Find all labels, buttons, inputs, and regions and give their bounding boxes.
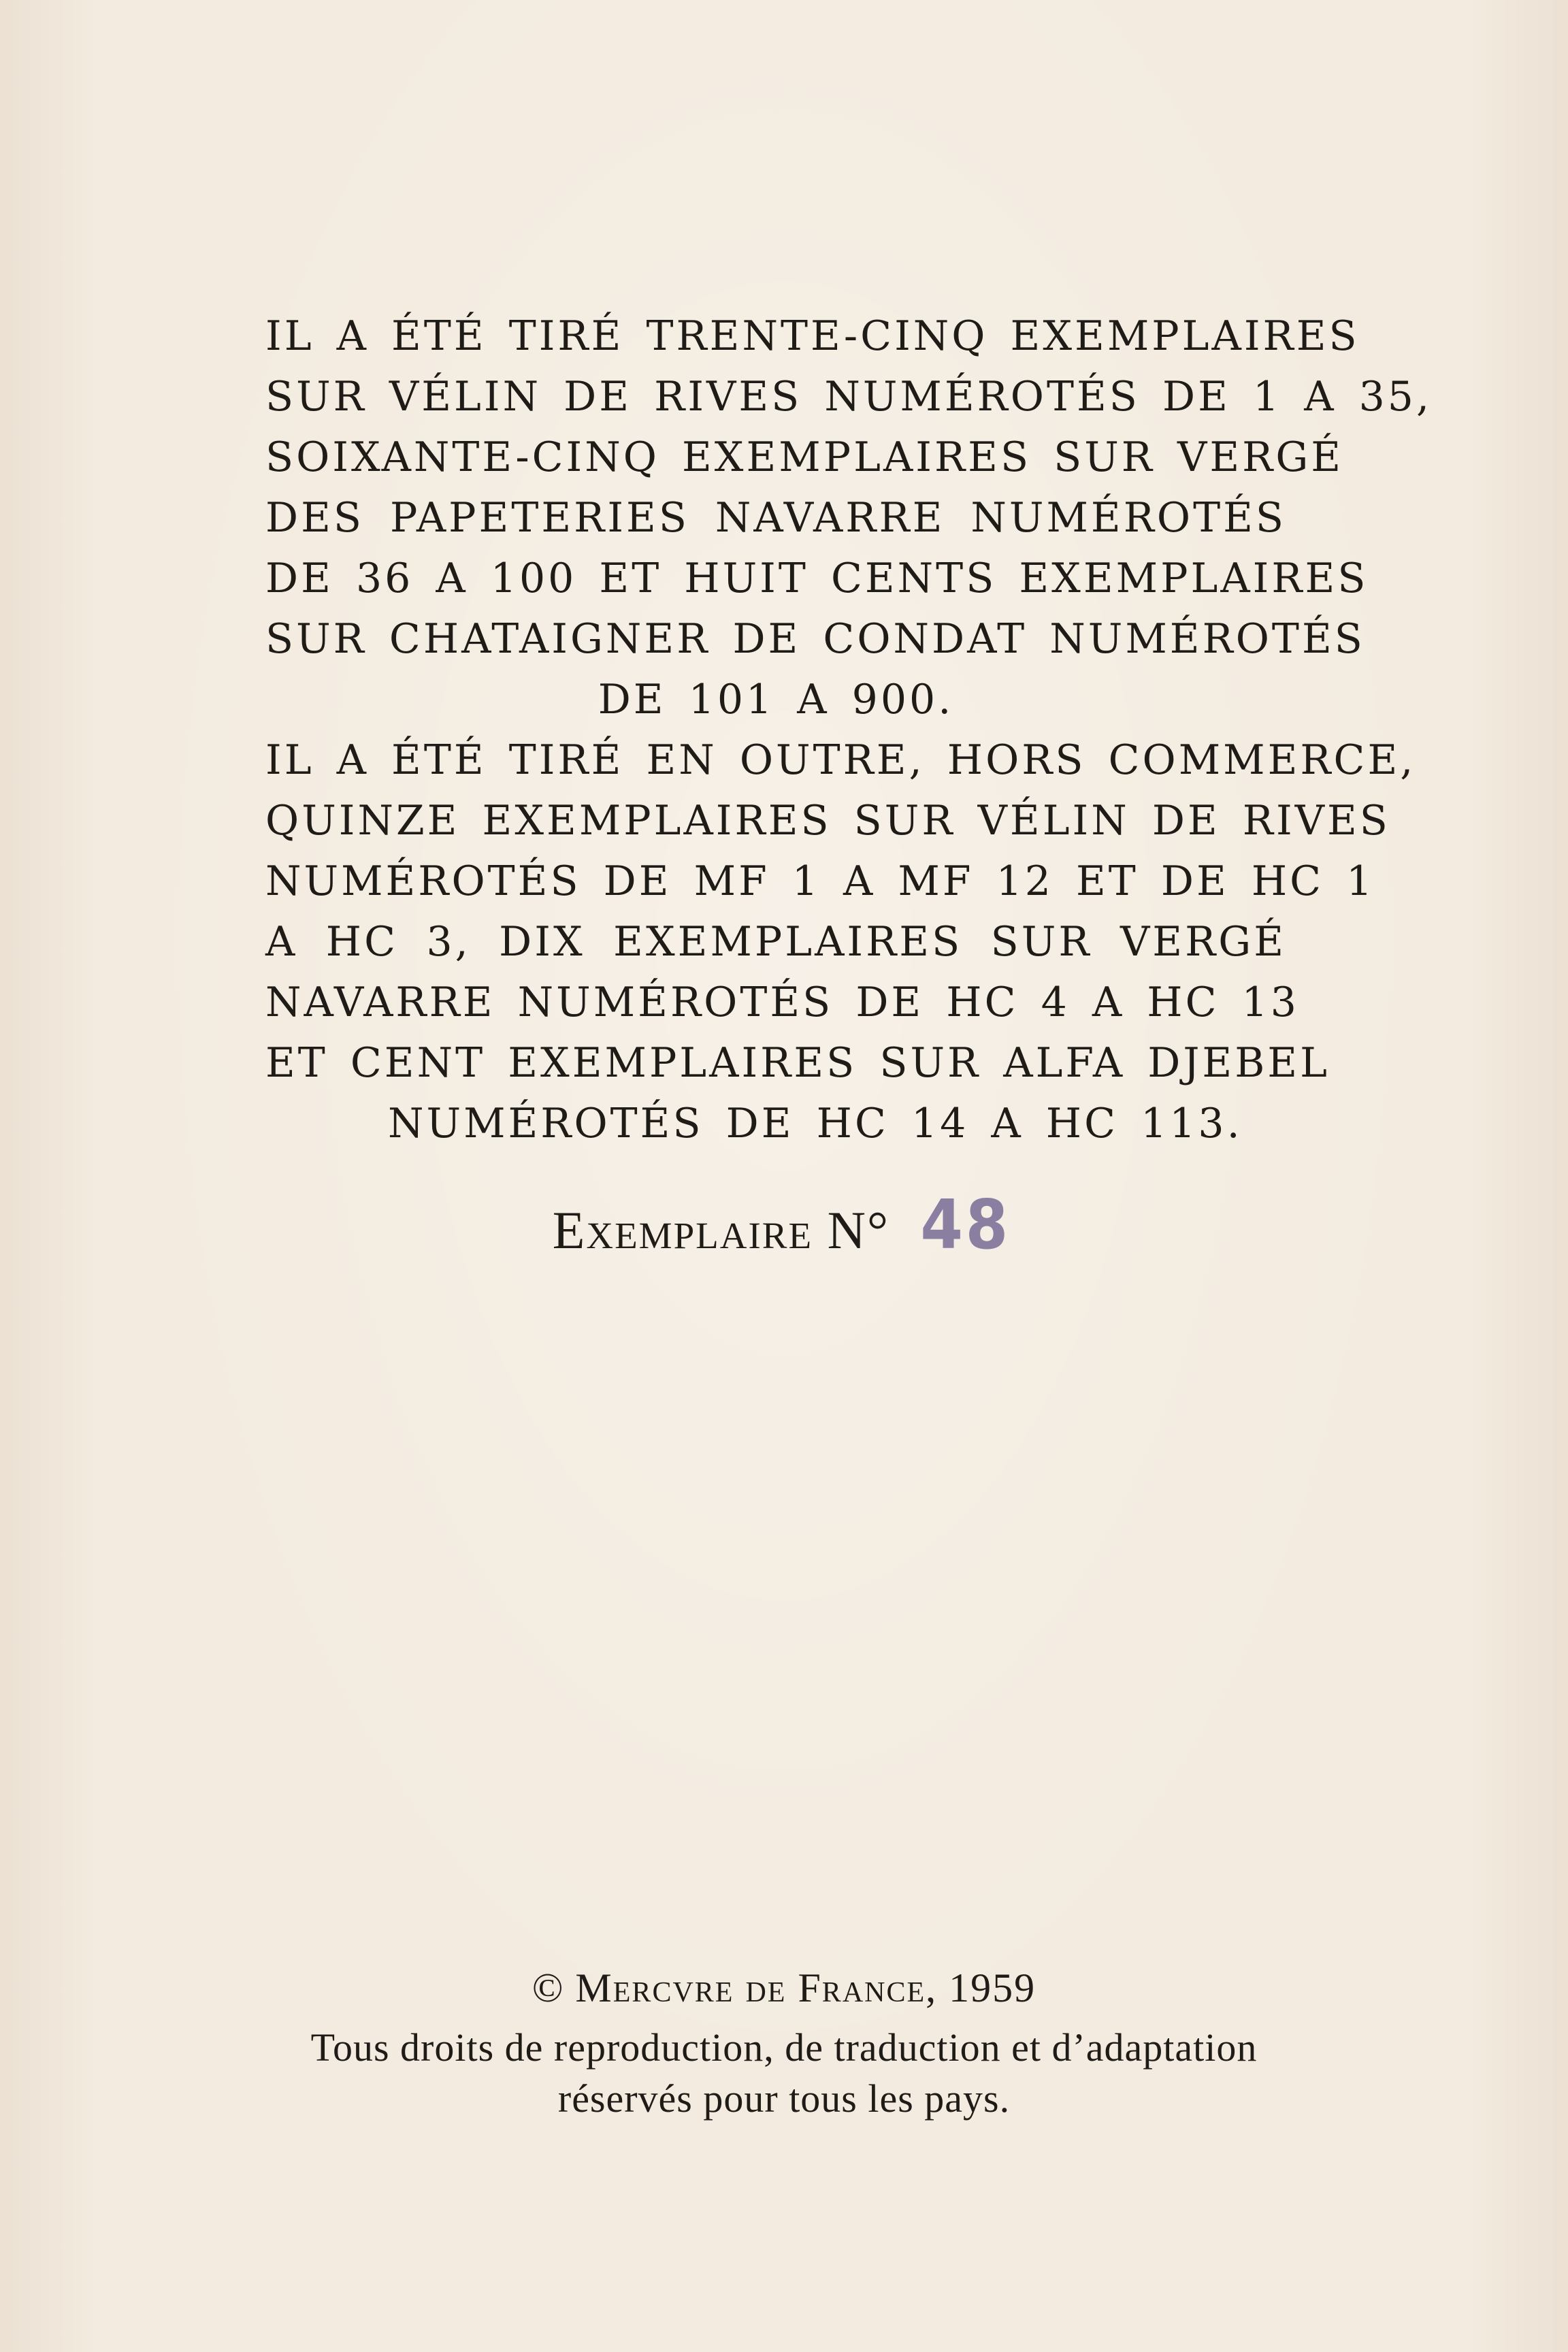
notice-line: QUINZE EXEMPLAIRES SUR VÉLIN DE RIVES — [265, 797, 1390, 845]
rights-line-1: Tous droits de reproduction, de traduction et d’adaptation — [310, 2025, 1258, 2070]
notice-line: SUR CHATAIGNER DE CONDAT NUMÉROTÉS — [265, 615, 1365, 663]
copy-number — [0, 1185, 1568, 1264]
notice-line: NAVARRE NUMÉROTÉS DE HC 4 A HC 13 — [265, 979, 1299, 1026]
notice-line: DES PAPETERIES NAVARRE NUMÉROTÉS — [265, 494, 1286, 542]
copy-number-label: Exemplaire N° — [552, 1200, 890, 1260]
notice-line: IL A ÉTÉ TIRÉ TRENTE-CINQ EXEMPLAIRES — [265, 312, 1360, 360]
notice-line: NUMÉROTÉS DE HC 14 A HC 113. — [388, 1100, 1243, 1147]
notice-line: SUR VÉLIN DE RIVES NUMÉROTÉS DE 1 A 35, — [265, 373, 1433, 421]
copyright-line — [0, 1967, 1568, 2010]
notice-line: ET CENT EXEMPLAIRES SUR ALFA DJEBEL — [265, 1039, 1330, 1087]
copyright-icon: © — [532, 1965, 565, 2010]
notice-line: A HC 3, DIX EXEMPLAIRES SUR VERGÉ — [265, 918, 1286, 966]
notice-line: DE 36 A 100 ET HUIT CENTS EXEMPLAIRES — [265, 555, 1369, 602]
copy-number-stamp: 48 — [920, 1185, 1011, 1264]
footer — [0, 1967, 1568, 2124]
notice-line: IL A ÉTÉ TIRÉ EN OUTRE, HORS COMMERCE, — [265, 736, 1416, 784]
notice-line: DE 101 A 900. — [598, 676, 954, 723]
notice-line: SOIXANTE-CINQ EXEMPLAIRES SUR VERGÉ — [265, 434, 1344, 481]
edition-notice — [265, 306, 1433, 1154]
publisher-name: Mercvre de France, 1959 — [575, 1965, 1036, 2010]
rights-line-2: réservés pour tous les pays. — [557, 2076, 1011, 2121]
notice-line: NUMÉROTÉS DE MF 1 A MF 12 ET DE HC 1 — [265, 858, 1375, 905]
